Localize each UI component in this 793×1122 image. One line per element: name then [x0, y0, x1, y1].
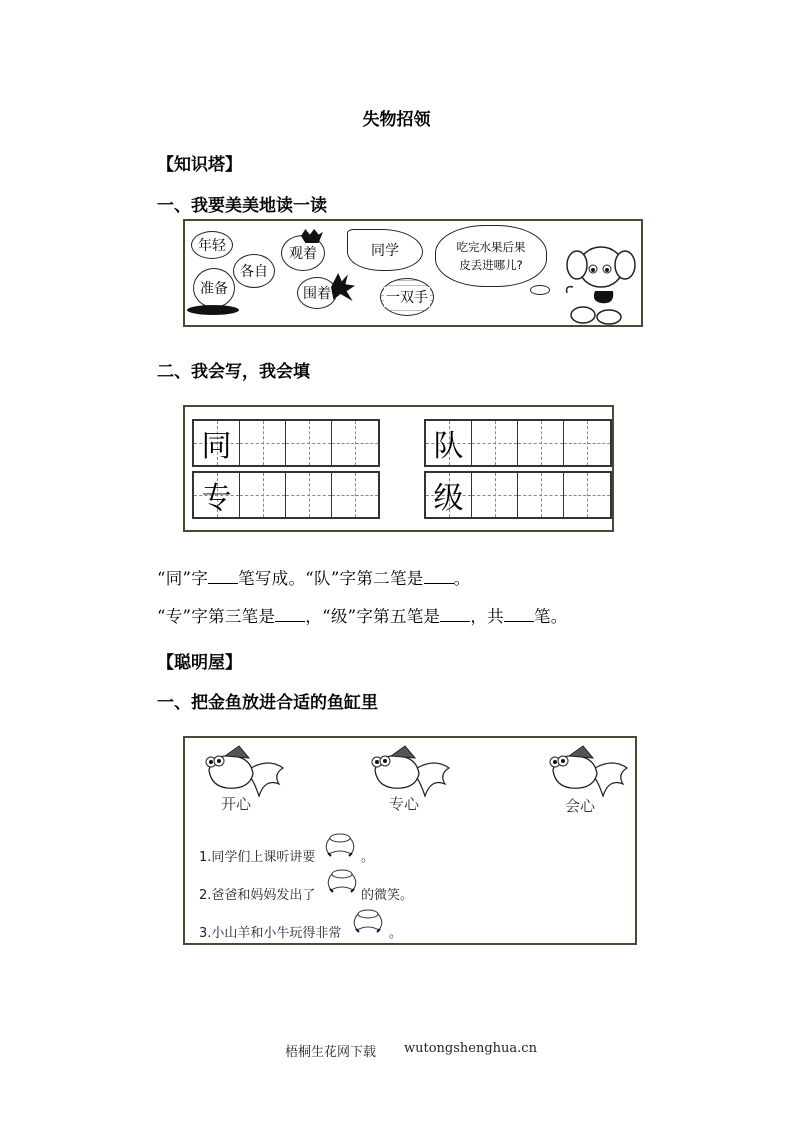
speech-line: 吃完水果后果	[456, 240, 526, 254]
sentence-text: 的微笑。	[361, 888, 414, 903]
fish-label[interactable]: 会心	[565, 797, 596, 815]
writing-grid-ji	[424, 471, 612, 519]
sentence-2	[199, 884, 315, 903]
reading-picture-box	[183, 219, 643, 327]
thought-dot	[530, 285, 550, 295]
leaf-icon	[187, 305, 239, 315]
fish-label[interactable]: 开心	[221, 795, 252, 813]
leaf-icon	[331, 273, 355, 301]
goldfish-icon[interactable]	[543, 744, 633, 802]
model-char: 队	[433, 429, 464, 464]
grid-cell[interactable]	[286, 421, 332, 465]
footer-site-name: 梧桐生花网下载	[285, 1045, 377, 1060]
grid-cell	[426, 421, 472, 465]
section-heading-knowledge: 【知识塔】	[157, 155, 242, 175]
word-bubble	[347, 229, 423, 271]
question-text: ，“级”字第五笔是	[305, 607, 441, 626]
grid-cell	[194, 473, 240, 517]
sentence-1	[199, 846, 315, 865]
word-text: 准备	[200, 281, 228, 297]
section-heading-smart-house: 【聪明屋】	[157, 653, 242, 673]
model-char: 专	[201, 481, 232, 516]
question-text: “专”字第三笔是	[157, 607, 276, 626]
sentence-text: 。	[361, 850, 375, 865]
grid-cell[interactable]	[518, 421, 564, 465]
elephant-icon	[561, 241, 641, 325]
fish-bowl-icon[interactable]	[323, 832, 357, 858]
word-text: 年轻	[198, 238, 226, 254]
goldfish-box	[183, 736, 637, 945]
grid-cell[interactable]	[472, 421, 518, 465]
fill-in-line-1	[157, 565, 470, 589]
word-text: 观着	[289, 246, 317, 262]
answer-blank[interactable]	[275, 607, 305, 622]
sentence-text: 2.爸爸和妈妈发出了	[199, 888, 316, 903]
question-text: 笔写成。“队”字第二笔是	[238, 569, 424, 588]
question-heading-write: 二、我会写，我会填	[157, 362, 310, 382]
sentence-text: 3.小山羊和小牛玩得非常	[199, 926, 342, 941]
grid-cell[interactable]	[332, 473, 378, 517]
question-heading-goldfish: 一、把金鱼放进合适的鱼缸里	[157, 693, 378, 713]
answer-blank[interactable]	[440, 607, 470, 622]
fish-bowl-icon[interactable]	[325, 868, 359, 894]
fish-label[interactable]: 专心	[389, 795, 420, 813]
fill-in-line-2	[157, 603, 568, 627]
answer-blank[interactable]	[208, 569, 238, 584]
grid-cell[interactable]	[240, 421, 286, 465]
word-text: 围着	[303, 286, 331, 302]
grid-cell	[194, 421, 240, 465]
grid-cell[interactable]	[564, 421, 610, 465]
question-text: 。	[453, 569, 471, 588]
word-text: 一双手	[384, 287, 430, 307]
model-char: 级	[433, 481, 464, 516]
word-bubble	[191, 231, 233, 259]
answer-blank[interactable]	[504, 607, 534, 622]
question-text: “同”字	[157, 569, 209, 588]
sentence-text: 1.同学们上课听讲要	[199, 850, 316, 865]
question-text: ，共	[470, 607, 504, 626]
page-title: 失物招领	[362, 110, 431, 130]
grid-cell[interactable]	[564, 473, 610, 517]
writing-grid-tong	[192, 419, 380, 467]
question-text: 笔。	[533, 607, 568, 626]
grid-cell	[426, 473, 472, 517]
grid-cell[interactable]	[286, 473, 332, 517]
word-text: 同学	[371, 243, 399, 259]
writing-grid-dui	[424, 419, 612, 467]
grid-cell[interactable]	[240, 473, 286, 517]
speech-bubble	[435, 225, 547, 287]
fish-bowl-icon[interactable]	[351, 908, 385, 934]
question-heading-read: 一、我要美美地读一读	[157, 196, 327, 216]
sentence-3	[199, 922, 341, 941]
model-char: 同	[201, 429, 232, 464]
word-text: 各自	[240, 264, 268, 280]
grid-cell[interactable]	[332, 421, 378, 465]
footer-url[interactable]: wutongshenghua.cn	[404, 1041, 537, 1056]
word-bubble	[380, 278, 434, 316]
grid-cell[interactable]	[472, 473, 518, 517]
answer-blank[interactable]	[424, 569, 454, 584]
writing-grid-zhuan	[192, 471, 380, 519]
word-bubble	[297, 277, 337, 309]
word-bubble	[233, 254, 275, 288]
grid-cell[interactable]	[518, 473, 564, 517]
writing-grid-box	[183, 405, 614, 532]
speech-line: 皮丢进哪儿?	[459, 258, 523, 272]
sentence-text: 。	[389, 926, 403, 941]
word-bubble	[193, 268, 235, 308]
